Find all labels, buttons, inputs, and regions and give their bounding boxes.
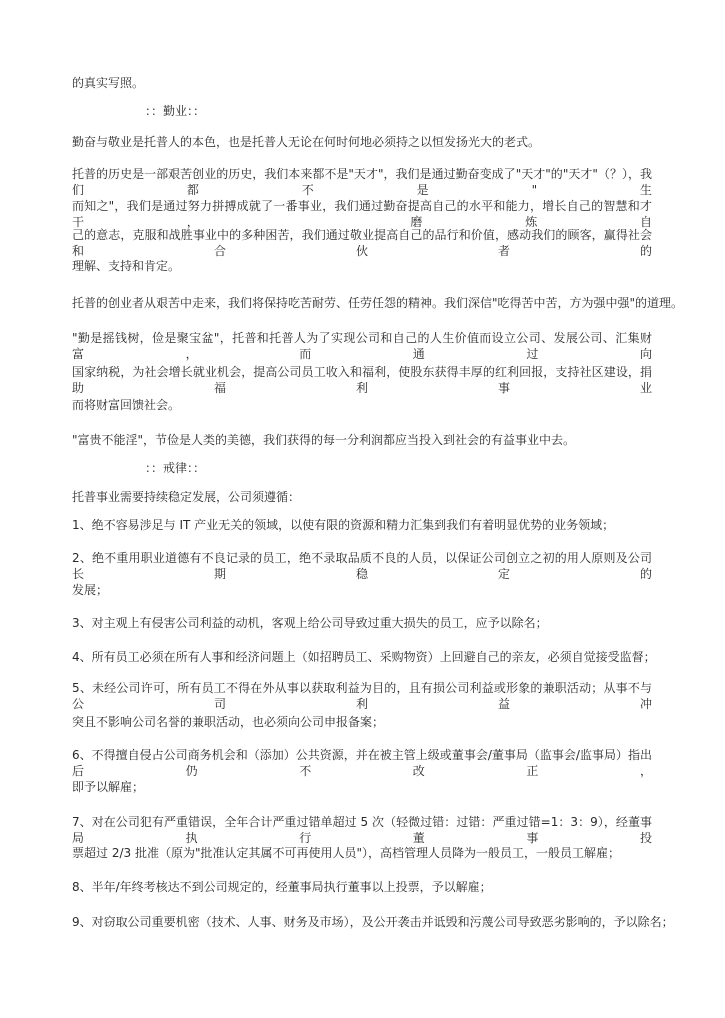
section-heading: ：：戒律：： bbox=[145, 461, 206, 475]
paragraph-line: 5、未经公司许可，所有员工不得在外从事以获取利益为目的，且有损公司利益或形象的兼职活动；从事不与公司利益冲 bbox=[72, 681, 652, 711]
paragraph-line: 即予以解雇； bbox=[72, 780, 145, 794]
paragraph-line: 8、半年/年终考核达不到公司规定的，经董事局执行董事以上投票，予以解雇； bbox=[72, 880, 492, 894]
paragraph-line: 而将财富回馈社会。 bbox=[72, 398, 181, 412]
paragraph-line: 7、对在公司犯有严重错误，全年合计严重过错单超过 5 次（轻微过错：过错：严重过错=1：3：9），经董事局执行董事投 bbox=[72, 815, 652, 845]
paragraph-line: 1、绝不容易涉足与 IT 产业无关的领域，以使有限的资源和精力汇集到我们有着明显优势的业务领域； bbox=[72, 518, 615, 532]
paragraph-line: 托普的创业者从艰苦中走来，我们将保持吃苦耐劳、任劳任怨的精神。我们深信"吃得苦中苦，方为强中强"的道理。 bbox=[72, 296, 684, 310]
paragraph-line: 托普的历史是一部艰苦创业的历史，我们本来都不是"天才"，我们是通过勤奋变成了"天才"的"天才"（？），我们都不是"生 bbox=[72, 167, 652, 197]
paragraph-line: 国家纳税，为社会增长就业机会，提高公司员工收入和福利，使股东获得丰厚的红利回报，支持社区建设，捐助福利事业 bbox=[72, 365, 652, 395]
paragraph-line: 票超过 2/3 批准（原为"批准认定其属不可再使用人员"），高档管理人员降为一般员工，一般员工解雇； bbox=[72, 846, 620, 860]
paragraph-line: 托普事业需要持续稳定发展，公司须遵循： bbox=[72, 490, 301, 504]
paragraph-line: 的真实写照。 bbox=[72, 76, 145, 90]
paragraph-line: 理解、支持和肯定。 bbox=[72, 259, 181, 273]
paragraph-line: 6、不得擅自侵占公司商务机会和（添加）公共资源，并在被主管上级或董事会/董事局（监事会/监事局）指出后仍不改正， bbox=[72, 748, 652, 778]
paragraph-line: 4、所有员工必须在所有人事和经济问题上（如招聘员工、采购物资）上回避自己的亲友，必须自觉接受监督； bbox=[72, 650, 656, 664]
paragraph-line: 3、对主观上有侵害公司利益的动机，客观上给公司导致过重大损失的员工，应予以除名； bbox=[72, 616, 548, 630]
paragraph-line: 发展； bbox=[72, 583, 109, 597]
section-heading: ：：勤业：： bbox=[145, 104, 206, 118]
paragraph-line: 9、对窃取公司重要机密（技术、人事、财务及市场），及公开袭击并诋毁和污蔑公司导致恶劣影响的，予以除名； bbox=[72, 915, 674, 929]
paragraph-line: "勤是摇钱树，俭是聚宝盆"，托普和托普人为了实现公司和自己的人生价值而设立公司、发展公司、汇集财富，而通过向 bbox=[72, 331, 652, 361]
paragraph-line: "富贵不能淫"，节俭是人类的美德，我们获得的每一分利润都应当投入到社会的有益事业中去。 bbox=[72, 433, 576, 447]
paragraph-line: 突且不影响公司名誉的兼职活动，也必须向公司申报备案； bbox=[72, 715, 385, 729]
paragraph-line: 己的意志，克服和战胜事业中的多种困苦，我们通过敬业提高自己的品行和价值，感动我们的顾客，赢得社会和合伙者的 bbox=[72, 228, 652, 258]
paragraph-line: 而知之"，我们是通过努力拼搏成就了一番事业，我们通过勤奋提高自己的水平和能力，增长自己的智慧和才干， 磨炼自 bbox=[72, 199, 652, 229]
paragraph-line: 勤奋与敬业是托普人的本色，也是托普人无论在何时何地必须持之以恒发扬光大的老式。 bbox=[72, 135, 541, 149]
paragraph-line: 2、绝不重用职业道德有不良记录的员工，绝不录取品质不良的人员，以保证公司创立之初的用人原则及公司长期稳定的 bbox=[72, 551, 652, 581]
